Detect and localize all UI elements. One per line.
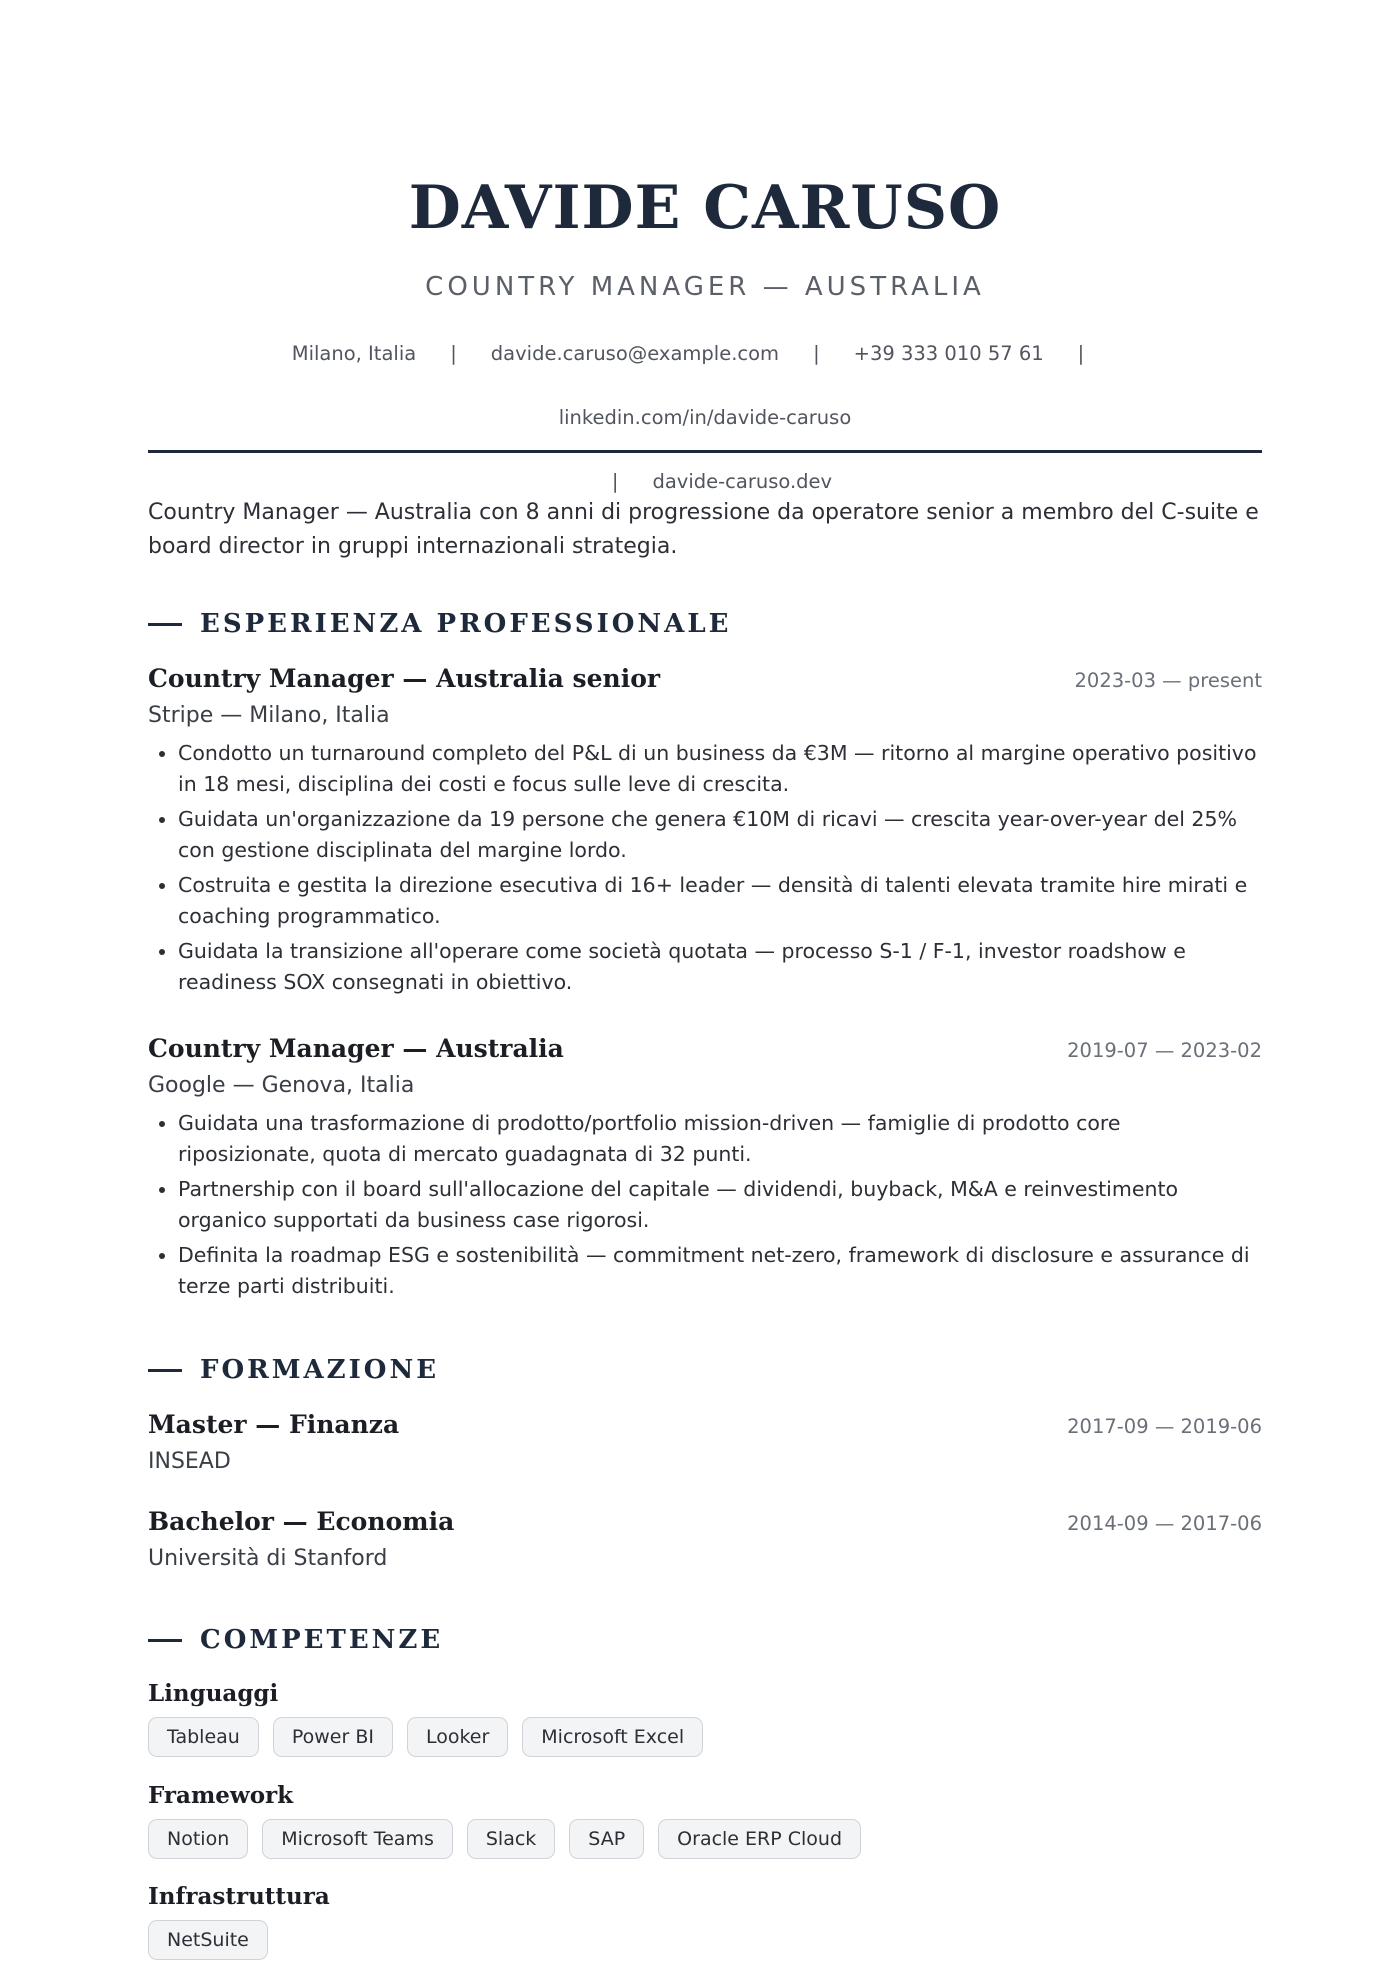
section-title-education xyxy=(148,1353,439,1387)
job-bullets xyxy=(148,1108,1262,1302)
skill-group-languages xyxy=(148,1679,1262,1757)
profile-summary: Country Manager — Australia con 8 anni di progressione da operatore senior a membro del C-suite e board director in gruppi internazionali strategia. xyxy=(148,500,1259,559)
section-dash xyxy=(148,1639,182,1642)
contact-separator: | xyxy=(611,470,619,493)
section-title-experience xyxy=(148,607,731,641)
job-bullets xyxy=(148,738,1262,998)
skill-chip: SAP xyxy=(569,1819,644,1859)
job-role: Country Manager — Australia xyxy=(148,1034,564,1063)
bullet-item: • Costruita e gestita la direzione esecutiva di 16+ leader — densità di talenti elevata tramite hire mirati e coaching programmatico. xyxy=(178,870,1262,932)
skill-group-label: Framework xyxy=(148,1782,294,1809)
degree-title: Bachelor — Economia xyxy=(148,1507,455,1536)
skill-chip: Microsoft Excel xyxy=(522,1717,703,1757)
contact-separator: | xyxy=(1077,342,1085,365)
section-title-text: ESPERIENZA PROFESSIONALE xyxy=(200,609,732,639)
bullet-item: • Guidata una trasformazione di prodotto/portfolio mission-driven — famiglie di prodotto core riposizionate, quota di mercato guadagnata di 32 punti. xyxy=(178,1108,1262,1170)
skill-chips xyxy=(148,1920,1262,1960)
contact-linkedin[interactable]: linkedin.com/in/davide-caruso xyxy=(558,406,852,429)
candidate-name: DAVIDE CARUSO xyxy=(408,173,1002,243)
education-entry xyxy=(148,1410,1262,1474)
job-role: Country Manager — Australia senior xyxy=(148,664,661,693)
bullet-item: • Definita la roadmap ESG e sostenibilità — commitment net-zero, framework di disclosure e assurance di terze parti distribuiti. xyxy=(178,1240,1262,1302)
school-name: INSEAD xyxy=(148,1449,231,1474)
bullet-item: • Guidata un'organizzazione da 19 persone che genera €10M di ricavi — crescita year-over-year del 25% con gestione disciplinata del margine lordo. xyxy=(178,804,1262,866)
degree-dates: 2017-09 — 2019-06 xyxy=(1067,1415,1262,1438)
job-company: Google — Genova, Italia xyxy=(148,1073,415,1098)
job-dates: 2023-03 — present xyxy=(1074,669,1262,692)
bullet-item: • Partnership con il board sull'allocazione del capitale — dividendi, buyback, M&A e reinvestimento organico supportati da business case rigorosi. xyxy=(178,1174,1262,1236)
entry-header xyxy=(148,1034,1262,1063)
education-entry xyxy=(148,1507,1262,1571)
section-dash xyxy=(148,1369,182,1372)
experience-entry xyxy=(148,664,1262,1002)
degree-dates: 2014-09 — 2017-06 xyxy=(1067,1512,1262,1535)
contact-phone[interactable]: +39 333 010 57 61 xyxy=(853,342,1044,365)
skill-group-label: Linguaggi xyxy=(148,1680,279,1707)
skill-chips xyxy=(148,1819,1262,1859)
skill-chip: Microsoft Teams xyxy=(262,1819,453,1859)
experience-entry xyxy=(148,1034,1262,1306)
contact-location: Milano, Italia xyxy=(291,342,417,365)
contact-line xyxy=(148,322,1262,514)
school-name: Università di Stanford xyxy=(148,1546,388,1571)
skill-chip: Power BI xyxy=(273,1717,393,1757)
skill-chips xyxy=(148,1717,1262,1757)
job-company: Stripe — Milano, Italia xyxy=(148,703,390,728)
skill-group-infrastructure xyxy=(148,1882,1262,1960)
section-title-text: COMPETENZE xyxy=(200,1625,444,1655)
skill-chip: Slack xyxy=(467,1819,555,1859)
candidate-title: COUNTRY MANAGER — AUSTRALIA xyxy=(425,272,985,302)
skill-chip: Oracle ERP Cloud xyxy=(658,1819,861,1859)
skill-chip: Notion xyxy=(148,1819,248,1859)
section-title-text: FORMAZIONE xyxy=(200,1355,440,1385)
bullet-item: • Guidata la transizione all'operare come società quotata — processo S-1 / F-1, investor roadshow e readiness SOX consegnati in obiettivo. xyxy=(178,936,1262,998)
entry-header xyxy=(148,1410,1262,1439)
section-dash xyxy=(148,623,182,626)
contact-email[interactable]: davide.caruso@example.com xyxy=(490,342,780,365)
section-title-skills xyxy=(148,1623,443,1657)
header-divider xyxy=(148,450,1262,453)
skill-chip: Tableau xyxy=(148,1717,259,1757)
contact-website[interactable]: davide-caruso.dev xyxy=(652,470,833,493)
job-dates: 2019-07 — 2023-02 xyxy=(1067,1039,1262,1062)
skill-chip: NetSuite xyxy=(148,1920,268,1960)
bullet-item: • Condotto un turnaround completo del P&L di un business da €3M — ritorno al margine operativo positivo in 18 mesi, disciplina dei costi e focus sulle leve di crescita. xyxy=(178,738,1262,800)
degree-title: Master — Finanza xyxy=(148,1410,400,1439)
contact-separator: | xyxy=(813,342,820,365)
entry-header xyxy=(148,664,1262,693)
entry-header xyxy=(148,1507,1262,1536)
skill-group-frameworks xyxy=(148,1781,1262,1859)
skill-chip: Looker xyxy=(407,1717,508,1757)
skill-group-label: Infrastruttura xyxy=(148,1883,330,1910)
contact-separator: | xyxy=(450,342,457,365)
